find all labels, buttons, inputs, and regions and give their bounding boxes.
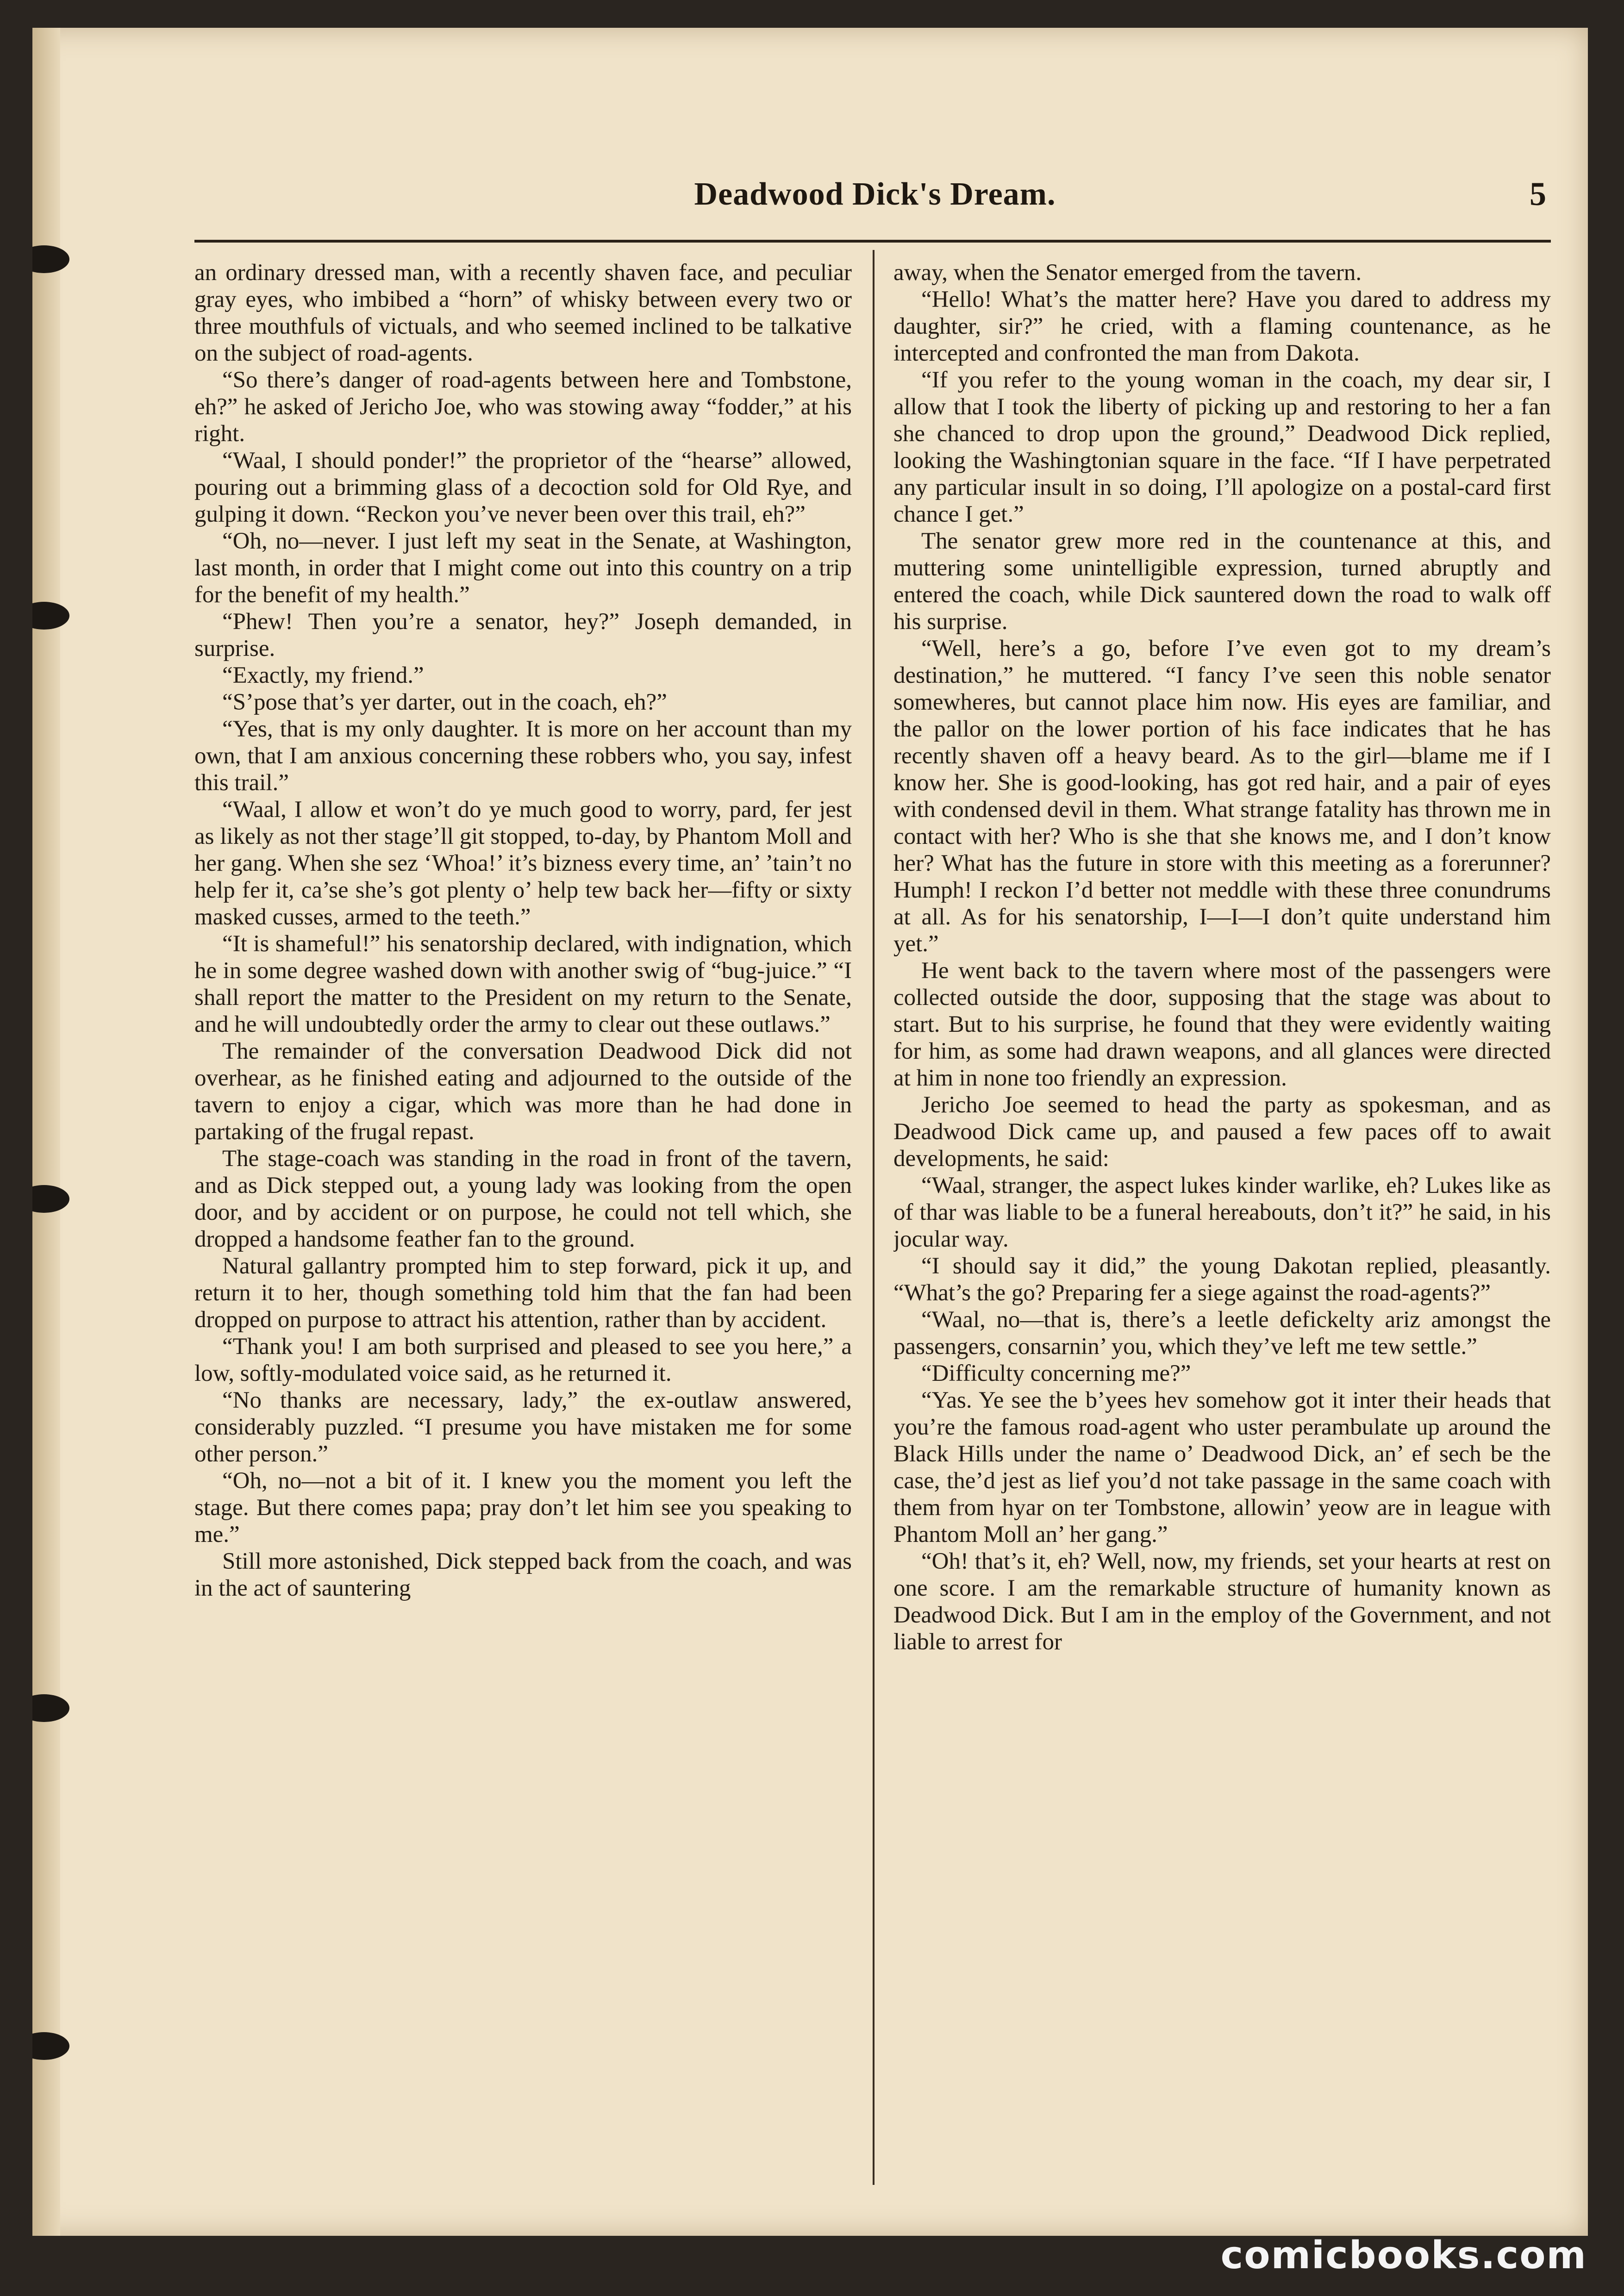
text-column-right — [893, 259, 1551, 2180]
paragraph: “Yas. Ye see the b’yees hev somehow got it inter their heads that you’re the famous road-agent who uster perambulate up around the Black Hills under the name o’ Deadwood Dick, an’ ef sech be the case, the’d jest as lief you’d not take passage in the same coach with them from hyar on ter Tombstone, allowin’ yeow are in league with Phantom Moll an’ her gang.” — [893, 1387, 1551, 1547]
page-binding — [32, 28, 60, 2236]
paragraph: “Oh! that’s it, eh? Well, now, my friends, set your hearts at rest on one score. I am the remarkable structure of humanity known as Deadwood Dick. But I am in the employ of the Government, and not liable to arrest for — [893, 1548, 1551, 1655]
paragraph: Still more astonished, Dick stepped back from the coach, and was in the act of sauntering — [194, 1548, 852, 1601]
paragraph: “No thanks are necessary, lady,” the ex-outlaw answered, considerably puzzled. “I presume you have mistaken me for some other person.” — [194, 1387, 852, 1467]
paragraph: “It is shameful!” his senatorship declared, with indignation, which he in some degree washed down with another swig of “bug-juice.” “I shall report the matter to the President on my return to the Senate, and he will undoubtedly order the army to clear out these outlaws.” — [194, 931, 852, 1037]
paragraph: “Waal, I should ponder!” the proprietor of the “hearse” allowed, pouring out a brimming glass of a decoction sold for Old Rye, and gulping it down. “Reckon you’ve never been over this trail, eh?” — [194, 448, 852, 527]
binding-stitch — [32, 602, 69, 630]
page-header — [204, 167, 1546, 222]
paragraph: “Oh, no—never. I just left my seat in the Senate, at Washington, last month, in order that I might come out into this country on a trip for the benefit of my health.” — [194, 528, 852, 608]
watermark: comicbooks.com — [1220, 2234, 1587, 2277]
paragraph: an ordinary dressed man, with a recently shaven face, and peculiar gray eyes, who imbibed a “horn” of whisky between every two or three mouthfuls of victuals, and who seemed inclined to be talkative on the subject of road-agents. — [194, 260, 852, 366]
header-rule — [194, 240, 1551, 243]
paragraph: He went back to the tavern where most of the passengers were collected outside the door, supposing that the stage was about to start. But to his surprise, he found that they were evidently waiting for him, as some had drawn weapons, and all glances were directed at him in none too friendly an expression. — [893, 958, 1551, 1091]
paragraph: “I should say it did,” the young Dakotan replied, pleasantly. “What’s the go? Preparing fer a siege against the road-agents?” — [893, 1253, 1551, 1306]
column-divider — [873, 250, 874, 2185]
binding-stitch — [32, 1694, 69, 1722]
paragraph: “Waal, I allow et won’t do ye much good to worry, pard, fer jest as likely as not ther stage’ll git stopped, to-day, by Phantom Moll and her gang. When she sez ‘Whoa!’ it’s bizness every time, an’ ’tain’t no help fer it, ca’se she’s got plenty o’ help tew back her—fifty or sixty masked cusses, armed to the teeth.” — [194, 797, 852, 930]
paragraph: away, when the Senator emerged from the tavern. — [893, 260, 1362, 286]
paragraph: “Yes, that is my only daughter. It is more on her account than my own, that I am anxious concerning these robbers who, you say, infest this trail.” — [194, 716, 852, 796]
binding-stitch — [32, 1185, 69, 1213]
page-number: 5 — [1530, 175, 1546, 212]
binding-stitch — [32, 2032, 69, 2060]
paragraph: “Hello! What’s the matter here? Have you dared to address my daughter, sir?” he cried, with a flaming countenance, as he intercepted and confronted the man from Dakota. — [893, 287, 1551, 366]
paragraph: “Difficulty concerning me?” — [921, 1360, 1191, 1386]
paragraph: “Waal, stranger, the aspect lukes kinder warlike, eh? Lukes like as of thar was liable to be a funeral hereabouts, don’t it?” he said, in his jocular way. — [893, 1173, 1551, 1252]
paragraph: The senator grew more red in the countenance at this, and muttering some unintelligible expression, turned abruptly and entered the coach, while Dick sauntered down the road to walk off his surprise. — [893, 528, 1551, 635]
paragraph: “Oh, no—not a bit of it. I knew you the moment you left the stage. But there comes papa; pray don’t let him see you speaking to me.” — [194, 1468, 852, 1547]
paragraph: “Waal, no—that is, there’s a leetle defickelty ariz amongst the passengers, consarnin’ you, which they’ve left me tew settle.” — [893, 1307, 1551, 1360]
paragraph: Jericho Joe seemed to head the party as spokesman, and as Deadwood Dick came up, and paused a few paces off to await developments, he said: — [893, 1092, 1551, 1172]
running-title: Deadwood Dick's Dream. — [694, 176, 1056, 212]
paragraph: “Well, here’s a go, before I’ve even got to my dream’s destination,” he muttered. “I fancy I’ve seen this noble senator somewheres, but cannot place him now. His eyes are familiar, and the pallor on the lower portion of his face indicates that he has recently shaven off a heavy beard. As to the girl—blame me if I know her. She is good-looking, has got red hair, and a pair of eyes with condensed devil in them. What strange fatality has thrown me in contact with her? Who is she that she knows me, and I don’t know her? What has the future in store with this meeting as a forerunner? Humph! I reckon I’d better not meddle with these three conundrums at all. As for his senatorship, I—I—I don’t quite understand him yet.” — [893, 636, 1551, 957]
paragraph: “Thank you! I am both surprised and pleased to see you here,” a low, softly-modulated voice said, as he returned it. — [194, 1334, 852, 1386]
paragraph: “So there’s danger of road-agents between here and Tombstone, eh?” he asked of Jericho Joe, who was stowing away “fodder,” at his right. — [194, 367, 852, 447]
text-column-left — [194, 259, 852, 2180]
paragraph: “Exactly, my friend.” — [222, 662, 424, 688]
paragraph: “Phew! Then you’re a senator, hey?” Joseph demanded, in surprise. — [194, 609, 852, 661]
newspaper-page — [32, 28, 1588, 2236]
paragraph: The stage-coach was standing in the road in front of the tavern, and as Dick stepped out, a young lady was looking from the open door, and by accident or on purpose, he could not tell which, she dropped a handsome feather fan to the ground. — [194, 1146, 852, 1252]
paragraph: The remainder of the conversation Deadwood Dick did not overhear, as he finished eating and adjourned to the outside of the tavern to enjoy a cigar, which was more than he had done in partaking of the frugal repast. — [194, 1038, 852, 1145]
paragraph: “If you refer to the young woman in the coach, my dear sir, I allow that I took the liberty of picking up and restoring to her a fan she chanced to drop upon the ground,” Deadwood Dick replied, looking the Washingtonian square in the face. “If I have perpetrated any particular insult in so doing, I’ll apologize on a postal-card first chance I get.” — [893, 367, 1551, 527]
binding-stitch — [32, 245, 69, 273]
paragraph: Natural gallantry prompted him to step forward, pick it up, and return it to her, though something told him that the fan had been dropped on purpose to attract his attention, rather than by accident. — [194, 1253, 852, 1333]
paragraph: “S’pose that’s yer darter, out in the coach, eh?” — [222, 689, 667, 715]
